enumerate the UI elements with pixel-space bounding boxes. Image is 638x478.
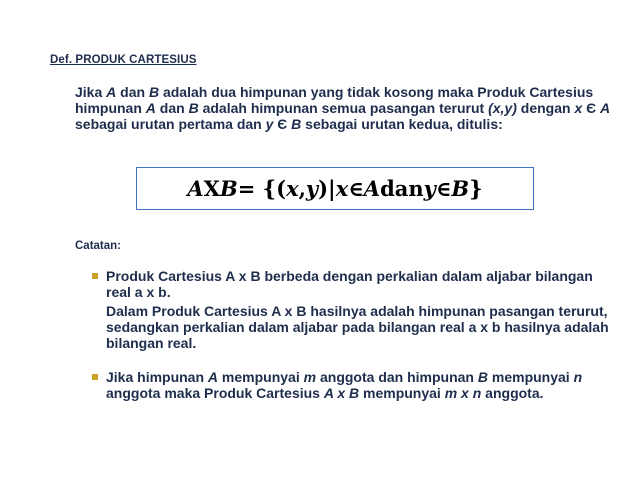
notes-label: Catatan: bbox=[75, 240, 122, 252]
formula-box: A X B = {( x , y )| x ∈ A dan y ∈ B } bbox=[136, 167, 534, 210]
square-bullet-icon bbox=[92, 374, 98, 380]
note-bullet-2 bbox=[92, 369, 620, 401]
square-bullet-icon bbox=[92, 273, 98, 279]
note-1-line-2: Dalam Produk Cartesius A x B hasilnya adalah himpunan pasangan terurut, sedangkan perkalian dalam aljabar pada bilangan real a x b hasilnya adalah bilangan real. bbox=[106, 303, 609, 351]
definition-paragraph: Jika A dan B adalah dua himpunan yang tidak kosong maka Produk Cartesius himpunan A dan B adalah himpunan semua pasangan terurut (x,y) dengan x Є A sebagai urutan pertama dan y Є B sebagai urutan kedua, ditulis: bbox=[75, 84, 611, 132]
note-2-text: Jika himpunan A mempunyai m anggota dan himpunan B mempunyai n anggota maka Produk Cartesius A x B mempunyai m x n anggota. bbox=[106, 369, 583, 401]
definition-heading: Def. PRODUK CARTESIUS bbox=[50, 54, 197, 66]
note-1-line-1: Produk Cartesius A x B berbeda dengan perkalian dalam aljabar bilangan real a x b. bbox=[106, 268, 593, 300]
note-bullet-1 bbox=[92, 268, 620, 351]
